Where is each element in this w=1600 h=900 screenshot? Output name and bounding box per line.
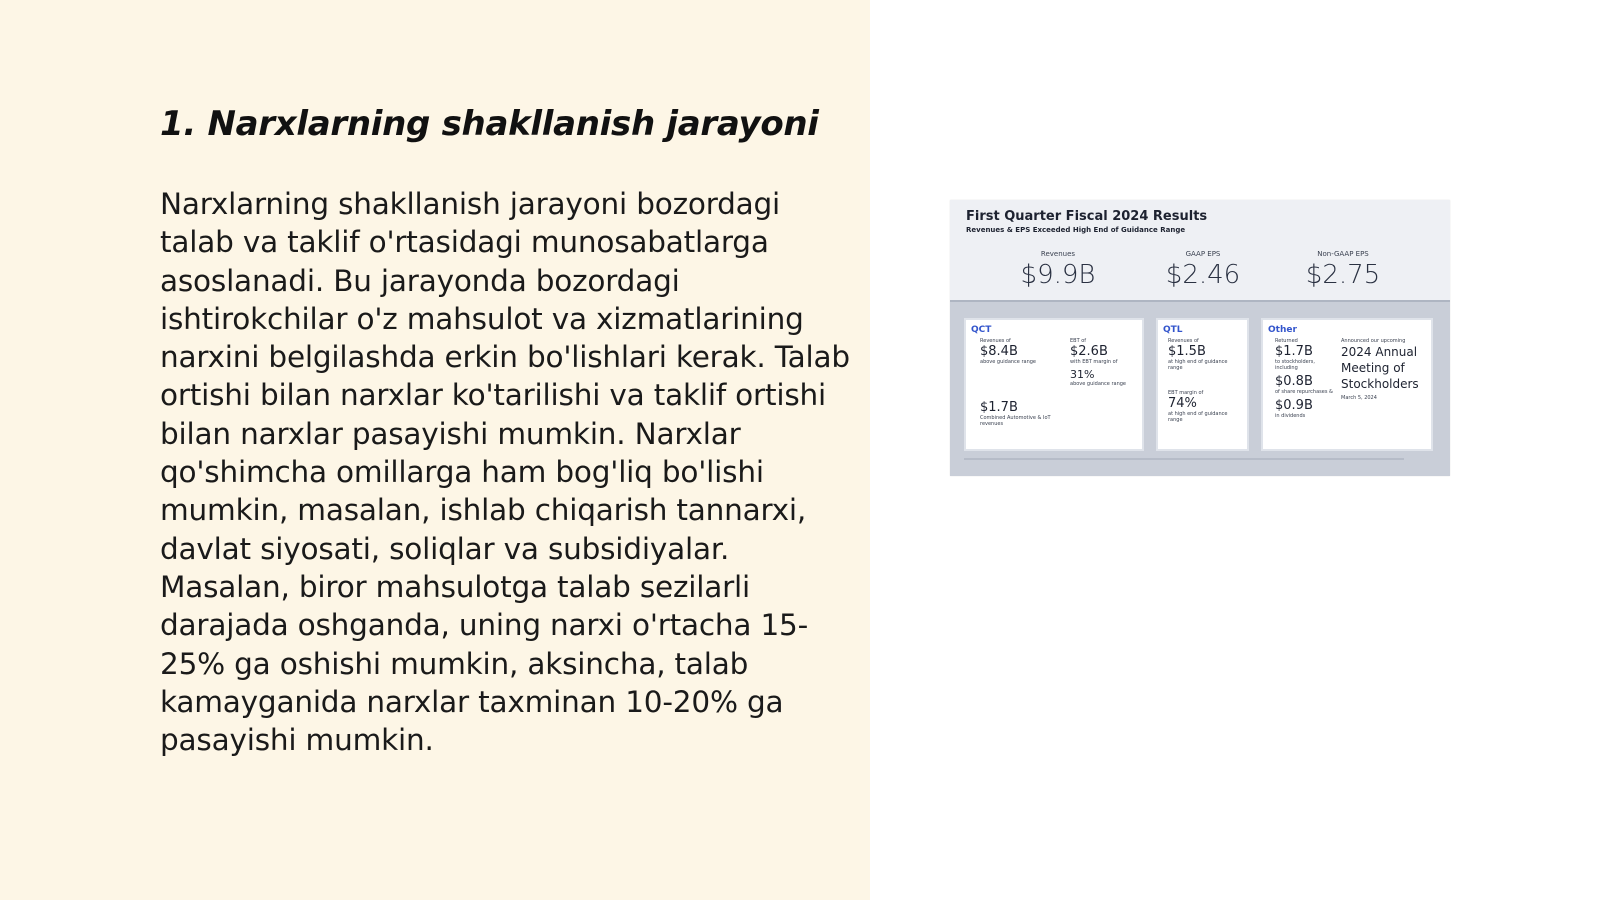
- slide-footer-divider: [964, 458, 1404, 460]
- qct-card-title: QCT: [971, 325, 992, 335]
- other-repurchase-note: of share repurchases &: [1275, 389, 1333, 395]
- metric-label: GAAP EPS: [1185, 250, 1221, 258]
- metric-label: Revenues: [1040, 250, 1076, 258]
- qtl-ebt-label: EBT margin of: [1168, 390, 1204, 396]
- metric-gaap-eps: [1133, 250, 1273, 290]
- qtl-revenues-label: Revenues of: [1168, 338, 1199, 344]
- other-dividends-note: in dividends: [1275, 413, 1306, 419]
- qct-revenues-label: Revenues of: [980, 338, 1011, 344]
- qct-revenues: [980, 338, 1050, 365]
- metric-value: $2.46: [1165, 260, 1241, 290]
- other-returned: [1275, 338, 1335, 419]
- qct-auto: [980, 400, 1055, 427]
- qct-auto-note: Combined Automotive & IoT revenues: [980, 415, 1051, 427]
- qtl-ebt: [1168, 390, 1238, 423]
- qtl-card-title: QTL: [1163, 325, 1183, 335]
- metric-non-gaap-eps: [1273, 250, 1413, 290]
- other-meeting-date: March 5, 2024: [1341, 395, 1377, 401]
- qct-card: [964, 318, 1144, 451]
- other-meeting: [1341, 338, 1429, 401]
- body-paragraph: Narxlarning shakllanish jarayoni bozordagi talab va taklif o'rtasidagi munosabatlarga asoslanadi. Bu jarayonda bozordagi ishtirokchilar o'z mahsulot va xizmatlarining narxini belgilashda erkin bo'lishlari kerak. Talab ortishi bilan narxlar ko'tarilishi va taklif ortishi bilan narxlar pasayishi mumkin. Narxlar qo'shimcha omillarga ham bog'liq bo'lishi mumkin, masalan, ishlab chiqarish tannarxi, davlat siyosati, soliqlar va subsidiyalar. Masalan, biror mahsulotga talab sezilarli darajada oshganda, uning narxi o'rtacha 15-25% ga oshishi mumkin, aksincha, talab kamayganida narxlar taxminan 10-20% ga pasayishi mumkin.: [160, 187, 850, 758]
- other-returned-note: to stockholders, including: [1275, 359, 1315, 371]
- qct-ebt-note: with EBT margin of: [1070, 359, 1118, 365]
- qct-ebt-label: EBT of: [1070, 338, 1087, 344]
- qtl-revenues-note: at high end of guidance range: [1168, 359, 1228, 371]
- other-card-title: Other: [1268, 325, 1297, 335]
- results-slide-image: [950, 200, 1450, 476]
- other-repurchase-value: $0.8B: [1275, 374, 1313, 389]
- qct-revenues-note: above guidance range: [980, 359, 1037, 365]
- other-announced-label: Announced our upcoming: [1341, 338, 1406, 344]
- other-returned-value: $1.7B: [1275, 344, 1313, 359]
- qct-auto-value: $1.7B: [980, 400, 1018, 415]
- qtl-ebt-value: 74%: [1168, 396, 1197, 411]
- qct-margin-note: above guidance range: [1070, 381, 1127, 387]
- other-dividends-value: $0.9B: [1275, 398, 1313, 413]
- other-meeting-text: 2024 Annual Meeting of Stockholders: [1341, 345, 1419, 391]
- qct-ebt-value: $2.6B: [1070, 344, 1108, 359]
- metric-value: $2.75: [1305, 260, 1381, 290]
- qct-margin-value: 31%: [1070, 368, 1095, 381]
- metric-value: $9.9B: [1020, 260, 1096, 290]
- qtl-revenues-value: $1.5B: [1168, 344, 1206, 359]
- slide-title: First Quarter Fiscal 2024 Results: [966, 209, 1208, 224]
- other-returned-label: Returned: [1275, 338, 1298, 344]
- metric-revenues: [988, 250, 1128, 290]
- qct-revenues-value: $8.4B: [980, 344, 1018, 359]
- qtl-ebt-note: at high end of guidance range: [1168, 411, 1228, 423]
- section-heading: 1. Narxlarning shakllanish jarayoni: [160, 104, 819, 144]
- slide-subtitle: Revenues & EPS Exceeded High End of Guidance Range: [966, 226, 1186, 234]
- slide-header: [950, 200, 1450, 302]
- qtl-revenues: [1168, 338, 1238, 371]
- qtl-card: [1156, 318, 1249, 451]
- metric-label: Non-GAAP EPS: [1317, 250, 1369, 258]
- other-card: [1261, 318, 1433, 451]
- qct-ebt: [1070, 338, 1140, 387]
